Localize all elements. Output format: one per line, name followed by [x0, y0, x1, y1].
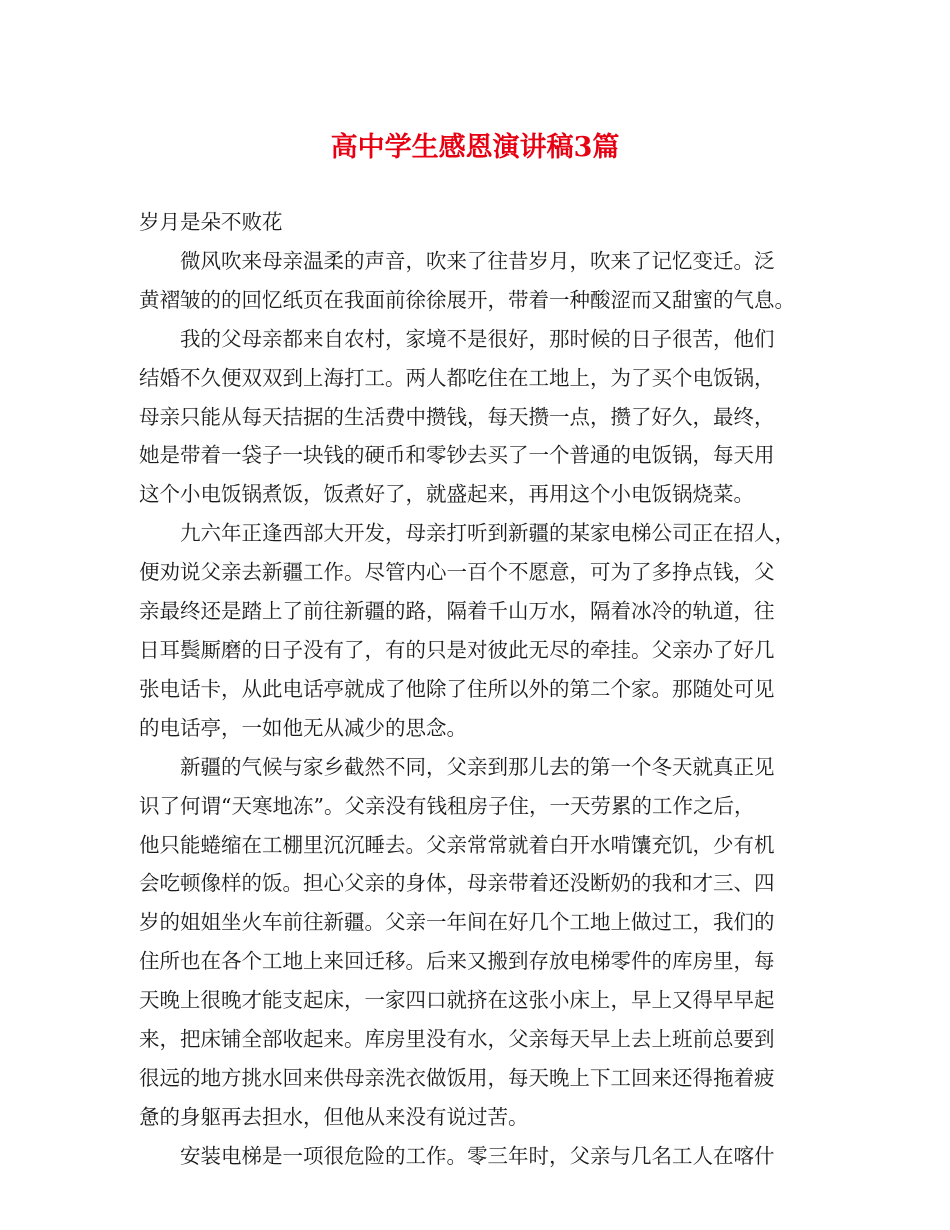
text-line: 很远的地方挑水回来供母亲洗衣做饭用，每天晚上下工回来还得拖着疲 [139, 1065, 775, 1090]
paragraph-1 [139, 242, 829, 320]
text-line: 惫的身躯再去担水，但他从来没有说过苦。 [139, 1104, 529, 1129]
paragraph-4 [139, 748, 829, 1137]
text-line: 岁的姐姐坐火车前往新疆。父亲一年间在好几个工地上做过工，我们的 [139, 910, 775, 935]
text-line: 结婚不久便双双到上海打工。两人都吃住在工地上，为了买个电饭锅， [139, 365, 775, 390]
text-line: 便劝说父亲去新疆工作。尽管内心一百个不愿意，可为了多挣点钱，父 [139, 560, 775, 585]
document-body [139, 203, 829, 1176]
text-line: 日耳鬓厮磨的日子没有了，有的只是对彼此无尽的牵挂。父亲办了好几 [139, 637, 775, 662]
paragraph-3 [139, 514, 829, 747]
text-line: 张电话卡，从此电话亭就成了他除了住所以外的第二个家。那随处可见 [139, 676, 775, 701]
document-title: 高中学生感恩演讲稿3篇 [330, 132, 620, 163]
text-line: 微风吹来母亲温柔的声音，吹来了往昔岁月，吹来了记忆变迁。泛 [180, 248, 775, 273]
text-line: 黄褶皱的的回忆纸页在我面前徐徐展开，带着一种酸涩而又甜蜜的气息。 [139, 287, 795, 312]
text-line: 来，把床铺全部收起来。库房里没有水，父亲每天早上去上班前总要到 [139, 1027, 775, 1052]
text-line: 的电话亭，一如他无从减少的思念。 [139, 715, 467, 740]
text-line: 他只能蜷缩在工棚里沉沉睡去。父亲常常就着白开水啃馕充饥，少有机 [139, 832, 775, 857]
text-line: 天晚上很晚才能支起床，一家四口就挤在这张小床上，早上又得早早起 [139, 988, 775, 1013]
text-line: 亲最终还是踏上了前往新疆的路，隔着千山万水，隔着冰冷的轨道，往 [139, 599, 775, 624]
text-line: 我的父母亲都来自农村，家境不是很好，那时候的日子很苦，他们 [180, 326, 775, 351]
text-line: 识了何谓“天寒地冻”。父亲没有钱租房子住，一天劳累的工作之后， [139, 793, 755, 818]
text-line: 她是带着一袋子一块钱的硬币和零钞去买了一个普通的电饭锅，每天用 [139, 443, 775, 468]
text-line: 这个小电饭锅煮饭，饭煮好了，就盛起来，再用这个小电饭锅烧菜。 [139, 482, 754, 507]
text-line: 母亲只能从每天拮据的生活费中攒钱，每天攒一点，攒了好久，最终， [139, 404, 775, 429]
text-line: 住所也在各个工地上来回迁移。后来又搬到存放电梯零件的库房里，每 [139, 949, 775, 974]
text-line: 会吃顿像样的饭。担心父亲的身体，母亲带着还没断奶的我和才三、四 [139, 871, 775, 896]
text-line: 安装电梯是一项很危险的工作。零三年时，父亲与几名工人在喀什 [180, 1143, 775, 1168]
paragraph-5 [139, 1137, 829, 1176]
subheading: 岁月是朵不败花 [139, 210, 283, 234]
text-line: 九六年正逢西部大开发，母亲打听到新疆的某家电梯公司正在招人， [180, 521, 795, 546]
text-line: 新疆的气候与家乡截然不同，父亲到那儿去的第一个冬天就真正见 [180, 754, 775, 779]
paragraph-2 [139, 320, 829, 515]
